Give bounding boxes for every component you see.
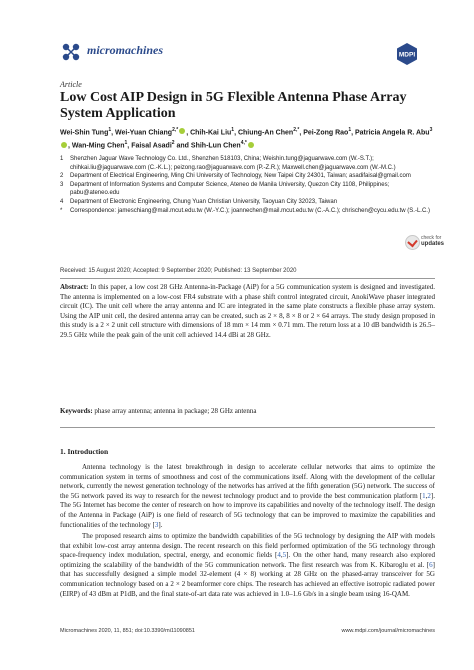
author-name: Chiung-An Chen [237, 129, 294, 137]
svg-text:MDPI: MDPI [398, 51, 416, 59]
author-separator: , [234, 129, 238, 137]
author-affiliation-mark: 1 [231, 127, 235, 133]
updates-label-top: check for [421, 235, 442, 241]
author-separator: , [351, 129, 355, 137]
author-name: Wan-Ming Chen [71, 142, 125, 150]
affiliation-number: 2 [60, 173, 64, 180]
affiliation-text: Shenzhen Jaguar Wave Technology Co. Ltd., Shenzhen 518103, China; Weishin.tung@jaguarwave.com (W.-S.T.); chihkai.liu@jaguarwave.com (C.-K.L.); peizong.rao@jaguarwave.com (P.-Z.R.); Maxwell.chen@jaguarwave.com (W.-M.C.) [70, 156, 396, 171]
affiliation-text: Department of Information Systems and Computer Science, Ateneo de Manila University, Quezon City 1108, Philippines; pabu@ateneo.edu [70, 181, 390, 197]
author-separator: , [186, 129, 191, 137]
author-name: Wei-Shin Tung [60, 129, 109, 137]
divider [60, 427, 435, 428]
author-separator: , [299, 129, 304, 137]
affiliation-number: 1 [60, 156, 64, 162]
journal-logo-icon [60, 41, 82, 63]
author-name: Pei-Zong Rao [303, 129, 349, 137]
affiliation-text: Department of Electrical Engineering, Ming Chi University of Technology, New Taipei City 24301, Taiwan; asadifaisal@gmail.com [70, 173, 411, 180]
affiliation-text: Correspondence: jameschiang@mail.mcut.edu.tw (W.-Y.C.); joannechen@mail.mcut.edu.tw (C.-A.C.); chrischen@cycu.edu.tw (S.-L.C.) [70, 207, 430, 214]
check-updates-icon [405, 235, 420, 250]
author-affiliation-mark: 2 [171, 140, 175, 147]
article-type: Article [60, 80, 82, 89]
author-affiliation-mark: 1 [108, 127, 112, 133]
author-affiliation-mark: 1 [348, 127, 352, 133]
page-footer [60, 628, 435, 634]
intro-paragraph-1: Antenna technology is the latest breakthrough in design to accelerate cellular networks that aims to optimize the communication system in terms of smoothness and cost of the communications itself. Along with the development of the cellular network, currently the newest generation technology of the networks has arrived at the fifth generation (5G) network. The success of the 5G network paved its way to research for the newest technology product and to provide the best communication platform [1,2]. The 5G Internet has become the center of research on how to improve its capabilities and novelty of the technology itself. The design of the Antenna in Package (AiP) is one field of research of 5G technology that can be improved to maximize the capabilities and functionalities of the technology [3]. [60, 463, 435, 529]
author-affiliation-mark: 4,* [240, 140, 247, 147]
keywords-label: Keywords: [60, 407, 93, 415]
journal-name: micromachines [87, 43, 164, 57]
affiliation-item [60, 172, 440, 181]
citation-link[interactable]: 6 [429, 560, 433, 569]
author-name: Patricia Angela R. Abu [355, 129, 430, 137]
affiliation-item [60, 181, 440, 198]
author-separator: and [174, 142, 191, 150]
updates-label-bottom: updates [421, 241, 445, 247]
author-affiliation-mark: 2,* [293, 127, 300, 133]
keywords-text: phase array antenna; antenna in package; 28 GHz antenna [94, 407, 257, 415]
author-separator: , [68, 142, 72, 150]
article-title: Low Cost AIP Design in 5G Flexible Antenna Phase Array System Application [60, 90, 407, 121]
orcid-icon[interactable] [248, 142, 254, 148]
author-name: Wei-Yuan Chiang [115, 129, 173, 137]
citation-info: Micromachines 2020, 11, 851; doi:10.3390/mi11090851 [60, 628, 195, 634]
affiliation-item [60, 207, 440, 216]
author-affiliation-mark: 2,* [172, 127, 179, 133]
affiliation-list [60, 155, 440, 215]
author-separator: , [127, 142, 132, 150]
abstract-text: In this paper, a low cost 28 GHz Antenna-in-Package (AiP) for a 5G communication system is designed and investigated. The antenna is implemented on a low-cost FR4 substrate with a phase shift control integrated circuit, AnokiWave phaser integrated circuit (IC). The unit cell where the array antenna and IC are integrated in the same plate constructs a flexible phase array system. Using the AIP unit cell, the desired antenna array can be created, such as 2 × 8, 8 × 8 or 2 × 64 arrays. The study design proposed in this study is a 2 × 2 unit cell structure with dimensions of 18 mm × 14 mm × 0.71 mm. The return loss at a 10 dB bandwidth is 26.5–29.5 GHz while the peak gain of the unit cell achieved 14.4 dBi at 28 GHz. [60, 283, 436, 339]
divider [60, 278, 435, 279]
abstract-label: Abstract: [60, 283, 89, 291]
citation-link[interactable]: 3 [154, 520, 159, 529]
author-list [60, 125, 435, 152]
affiliation-text: Department of Electronic Engineering, Chung Yuan Christian University, Taoyuan City 32023, Taiwan [70, 198, 338, 205]
citation-link[interactable]: 1 [422, 491, 426, 500]
mdpi-logo-icon [395, 42, 419, 66]
citation-link[interactable]: 4 [277, 551, 281, 560]
author-name: Shih-Lun Chen [190, 142, 241, 150]
citation-link[interactable]: 2 [427, 491, 431, 500]
section-title: 1. Introduction [60, 447, 109, 456]
orcid-icon[interactable] [179, 128, 185, 134]
affiliation-item [60, 155, 440, 172]
author-affiliation-mark: 3 [429, 127, 433, 133]
affiliation-number: * [60, 207, 63, 214]
author-name: Chih-Kai Liu [190, 129, 232, 137]
author-affiliation-mark: 1 [124, 140, 128, 147]
check-for-updates-badge[interactable] [405, 234, 445, 250]
abstract [60, 283, 435, 341]
affiliation-item [60, 198, 440, 207]
intro-paragraph-2: The proposed research aims to optimize the bandwidth capabilities of the 5G technology by designing the AIP with models that exhibit low-cost array antenna design. The recent research on this field performed optimization of the 5G technology through space-frequency index modulation, spectral, energy, and economic fields [4,5]. On the other hand, many research also explored optimizing the scalability of the bandwidth of the 5G communication network. The first research was from K. Kibaroglu et al. [6] that has successfully designed a simple model 32-element (4 × 8) working at 28 GHz on the phased-array transceiver for 5G communication technology based on a 2 × 2 beamformer core chips. The research has achieved an effective isotropic radiated power (EIRP) of 43 dBm at P1dB, and the final state-of-art data rate was achieved in 1.0–1.6 Gb/s in a single beam using 16-QAM. [60, 532, 435, 598]
citation-link[interactable]: 5 [282, 551, 287, 560]
affiliation-number: 3 [60, 181, 64, 188]
keywords [60, 407, 435, 417]
orcid-icon[interactable] [61, 142, 67, 148]
affiliation-number: 4 [60, 198, 64, 205]
journal-url[interactable]: www.mdpi.com/journal/micromachines [341, 628, 435, 634]
publication-dates: Received: 15 August 2020; Accepted: 9 September 2020; Published: 13 September 2020 [60, 268, 297, 274]
author-separator: , [111, 129, 116, 137]
author-name: Faisal Asadi [131, 142, 172, 150]
